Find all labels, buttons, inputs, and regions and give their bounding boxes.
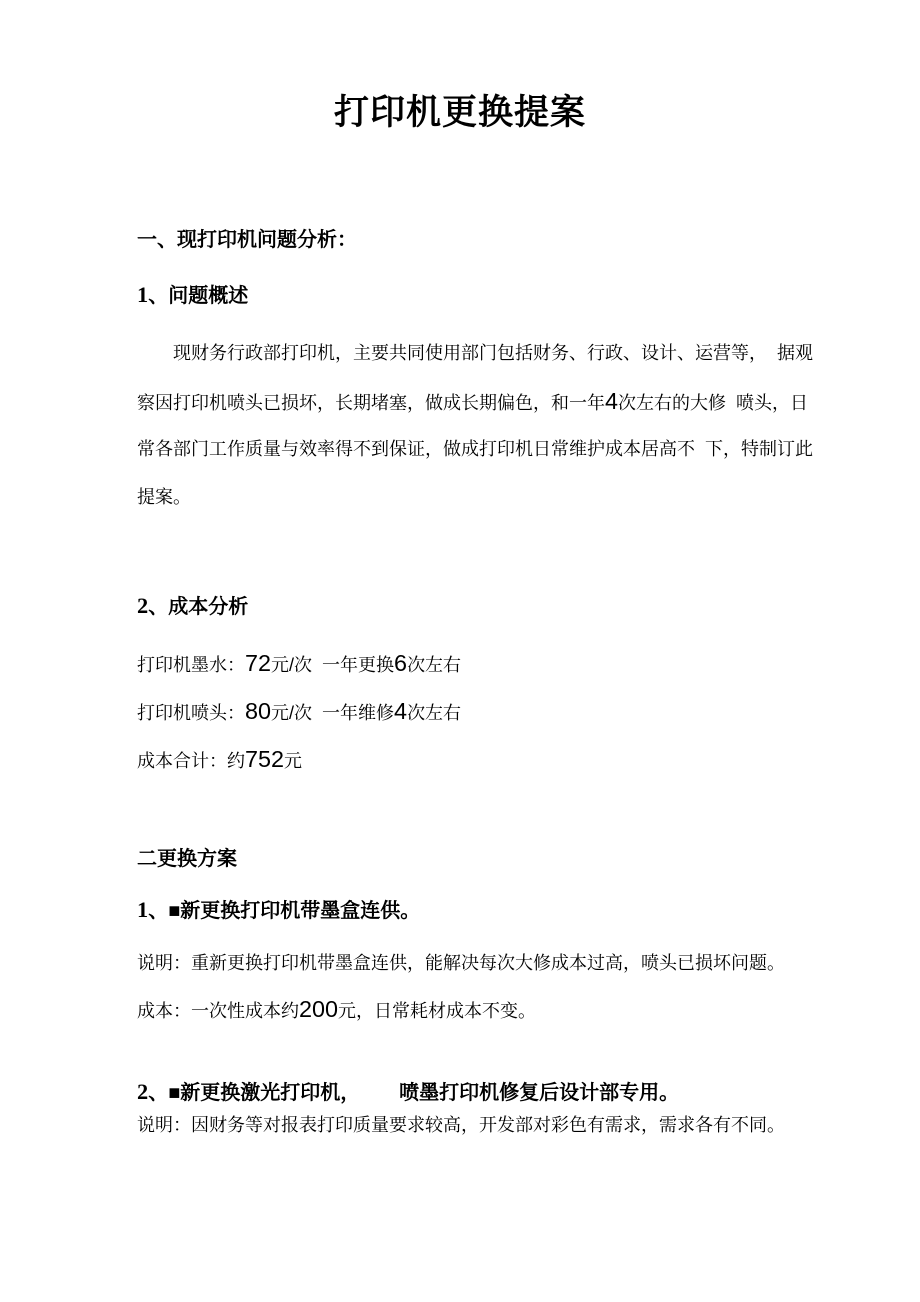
overview-paragraph-line: 现财务行政部打印机，主要共同使用部门包括财务、行政、设计、运营等， 据观	[173, 343, 813, 363]
cost-item-printhead: 打印机喷头：80元/次 一年维修4次左右	[137, 698, 462, 724]
overview-paragraph-line: 察因打印机喷头已损坏，长期堵塞，做成长期偏色，和一年4次左右的大修 喷头，日	[137, 388, 809, 414]
section-plans-heading: 二更换方案	[137, 848, 237, 870]
plan1-cost: 成本：一次性成本约200元，日常耗材成本不变。	[137, 996, 537, 1022]
plan2-note: 说明：因财务等对报表打印质量要求较高，开发部对彩色有需求，需求各有不同。	[137, 1115, 785, 1135]
plan1-heading: 1、■新更换打印机带墨盒连供。	[137, 897, 421, 922]
cost-analysis-heading: 2、成本分析	[137, 593, 249, 618]
document-title: 打印机更换提案	[333, 93, 586, 132]
section-problem-heading: 一、现打印机问题分析：	[137, 229, 357, 251]
cost-item-ink: 打印机墨水：72元/次 一年更换6次左右	[137, 650, 462, 676]
cost-item-total: 成本合计：约752元	[137, 746, 303, 772]
overview-paragraph-line: 常各部门工作质量与效率得不到保证，做成打印机日常维护成本居高不 下，特制订此	[137, 439, 813, 459]
plan2-heading: 2、■新更换激光打印机， 喷墨打印机修复后设计部专用。	[137, 1079, 680, 1104]
overview-heading: 1、问题概述	[137, 282, 249, 307]
plan1-note: 说明：重新更换打印机带墨盒连供，能解决每次大修成本过高，喷头已损坏问题。	[137, 953, 785, 973]
overview-paragraph-line: 提案。	[137, 487, 191, 507]
